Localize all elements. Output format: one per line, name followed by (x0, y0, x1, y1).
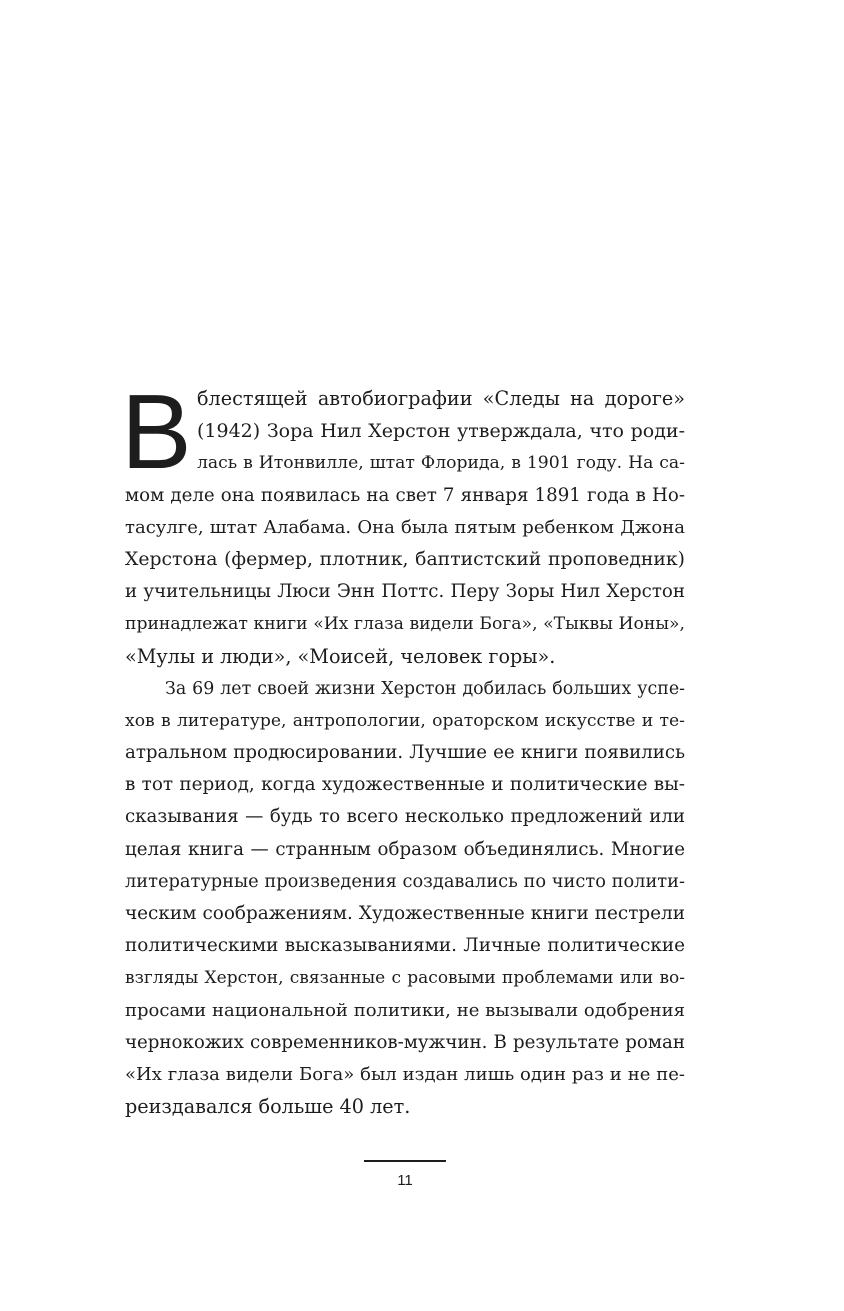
paragraph-1 (125, 383, 685, 673)
text-line: литературные произведения создавались по чисто полити- (125, 870, 685, 892)
text-line: атральном продюсировании. Лучшие ее книги появились (125, 742, 685, 764)
paragraph-2 (125, 673, 685, 1124)
body-text (121, 373, 685, 1123)
text-line: целая книга — странным образом объединялись. Многие (125, 838, 685, 860)
text-line: политическими высказываниями. Личные политические (125, 935, 685, 957)
text-line: сказывания — будь то всего несколько предложений или (125, 806, 685, 828)
footer-divider (364, 1160, 446, 1162)
text-line: лась в Итонвилле, штат Флорида, в 1901 году. На са- (197, 453, 685, 474)
text-line: реиздавался больше 40 лет. (125, 1095, 411, 1119)
text-line: и учительницы Люси Энн Поттс. Перу Зоры Нил Херстон (125, 581, 685, 603)
text-line: За 69 лет своей жизни Херстон добилась больших успе- (165, 678, 685, 699)
text-line: мом деле она появилась на свет 7 января 1891 года в Но- (125, 484, 685, 506)
text-line: Херстона (фермер, плотник, баптистский проповедник) (125, 548, 685, 570)
text-line: «Мулы и люди», «Моисей, человек горы». (125, 644, 556, 668)
text-line: (1942) Зора Нил Херстон утверждала, что роди- (197, 420, 685, 443)
text-line: тасулге, штат Алабама. Она была пятым ребенком Джона (125, 516, 685, 538)
text-line: чернокожих современников-мужчин. В результате роман (125, 1031, 685, 1053)
text-line: принадлежат книги «Их глаза видели Бога», «Тыквы Ионы», (125, 614, 685, 635)
drop-cap: В (121, 373, 192, 491)
text-line: «Их глаза видели Бога» был издан лишь один раз и не пе- (125, 1063, 685, 1085)
text-line: взгляды Херстон, связанные с расовыми проблемами или во- (125, 968, 685, 989)
text-line: ческим соображениям. Художественные книги пестрели (125, 903, 685, 924)
text-line: блестящей автобиографии «Следы на дороге» (197, 387, 685, 410)
text-line: просами национальной политики, не вызывали одобрения (125, 999, 685, 1021)
text-line: хов в литературе, антропологии, ораторском искусстве и те- (125, 710, 685, 731)
text-line: в тот период, когда художественные и политические вы- (125, 774, 685, 796)
page-number: 11 (397, 1172, 413, 1189)
